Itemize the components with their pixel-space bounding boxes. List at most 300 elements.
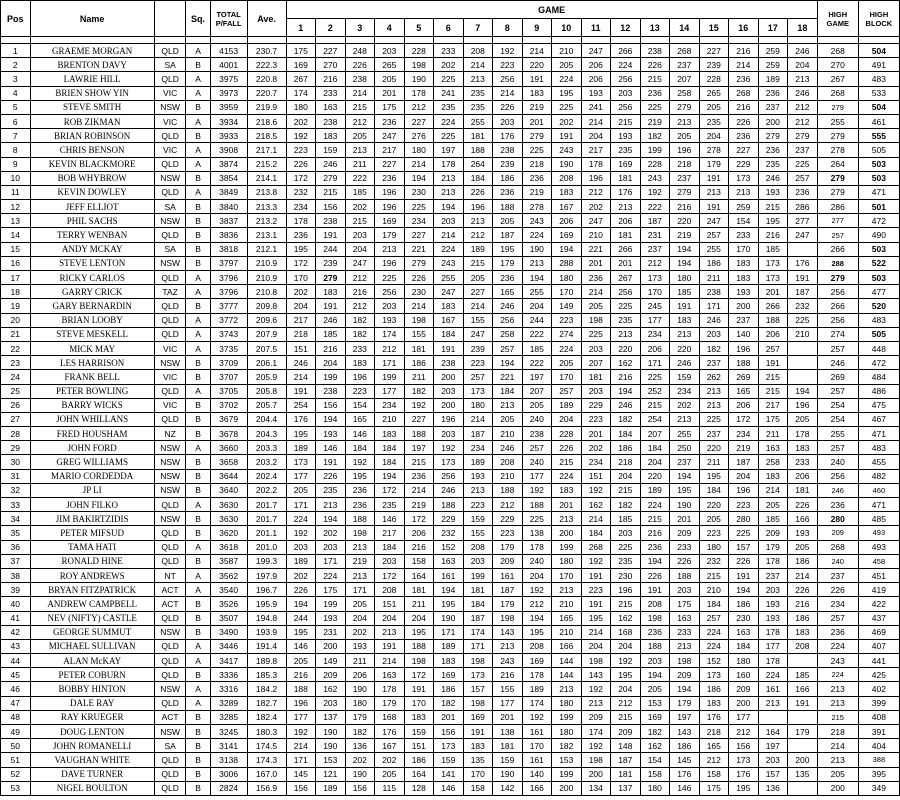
game-score-cell: 178 [758,554,788,568]
name-cell: ROB ZIKMAN [30,114,154,128]
game-score-cell: 259 [758,44,788,58]
game-score-cell: 197 [404,441,434,455]
state-cell: QLD [154,668,186,682]
game-score-cell: 200 [434,370,464,384]
game-score-cell: 231 [640,228,670,242]
game-score-cell: 225 [522,143,552,157]
game-score-cell: 202 [345,625,375,639]
game-score-cell: 267 [286,72,316,86]
squad-cell: A [186,185,210,199]
squad-cell: B [186,256,210,270]
game-score-cell: 177 [640,313,670,327]
game-score-cell: 278 [699,143,729,157]
pos-cell: 12 [1,200,31,214]
game-score-cell: 236 [375,114,405,128]
game-score-cell: 226 [345,58,375,72]
table-row [1,469,900,483]
squad-cell: B [186,597,210,611]
game-score-cell: 214 [375,654,405,668]
game-score-cell: 216 [316,72,346,86]
game-score-cell: 211 [699,271,729,285]
game-score-cell: 182 [611,498,641,512]
game-score-cell: 224 [522,228,552,242]
game-score-cell: 171 [316,554,346,568]
high-game-cell: 240 [817,554,858,568]
game-score-cell: 191 [316,299,346,313]
game-score-cell: 220 [640,469,670,483]
game-score-cell: 187 [493,228,523,242]
game-score-cell: 171 [286,753,316,767]
game-score-cell: 226 [286,157,316,171]
high-block-cell: 402 [858,682,899,696]
game-score-cell: 182 [611,412,641,426]
game-score-cell: 219 [522,100,552,114]
game-score-cell: 197 [434,143,464,157]
game-score-cell: 219 [640,114,670,128]
game-score-cell: 233 [729,228,759,242]
game-score-cell: 179 [493,540,523,554]
pos-cell: 33 [1,498,31,512]
game-score-cell: 183 [434,299,464,313]
game-score-cell: 195 [404,625,434,639]
game-score-cell: 173 [729,753,759,767]
squad-cell: B [186,58,210,72]
total-cell: 3640 [210,483,247,497]
game-score-cell: 213 [729,185,759,199]
game-score-cell: 203 [699,327,729,341]
game-score-cell: 188 [493,200,523,214]
name-cell: BRIAN LOOBY [30,313,154,327]
game-score-cell: 192 [404,398,434,412]
game-score-cell: 172 [729,412,759,426]
game-score-cell: 215 [699,568,729,582]
game-score-cell: 199 [552,540,582,554]
average-cell: 189.8 [247,654,286,668]
game-score-cell: 175 [758,412,788,426]
game-score-cell: 193 [758,185,788,199]
game-score-cell: 246 [316,313,346,327]
table-row [1,739,900,753]
high-block-cell: 469 [858,625,899,639]
high-block-cell: 399 [858,696,899,710]
table-row [1,398,900,412]
game-score-cell: 161 [434,568,464,582]
squad-cell: A [186,157,210,171]
game-score-cell: 204 [640,455,670,469]
game-score-cell: 217 [375,143,405,157]
game-score-cell: 205 [581,299,611,313]
game-score-cell: 194 [316,512,346,526]
game-score-cell: 192 [640,185,670,199]
name-cell: MARIO CORDEDDA [30,469,154,483]
state-cell: QLD [154,654,186,668]
game-score-cell: 179 [375,228,405,242]
game-score-cell: 163 [729,625,759,639]
game-score-cell: 216 [493,668,523,682]
game-score-cell: 229 [581,398,611,412]
pos-cell: 23 [1,356,31,370]
game-score-cell: 255 [699,242,729,256]
total-cell: 3562 [210,568,247,582]
game-score-cell: 232 [699,554,729,568]
game-score-cell: 202 [670,398,700,412]
game-score-cell: 256 [493,72,523,86]
game-score-cell [788,242,818,256]
game-score-cell: 212 [581,185,611,199]
game-score-cell: 193 [788,526,818,540]
game-score-cell: 193 [611,129,641,143]
game-score-cell: 204 [345,242,375,256]
table-row [1,540,900,554]
pos-cell: 50 [1,739,31,753]
game-score-cell: 225 [434,72,464,86]
state-cell: QLD [154,44,186,58]
game-score-cell: 187 [729,455,759,469]
game-score-cell: 189 [316,781,346,795]
game-score-cell: 220 [670,341,700,355]
game-score-cell: 165 [699,739,729,753]
average-cell: 202.2 [247,483,286,497]
game-score-cell: 213 [345,540,375,554]
squad-cell: A [186,271,210,285]
total-cell: 3289 [210,696,247,710]
pos-cell: 7 [1,129,31,143]
game-score-cell: 183 [404,710,434,724]
game-score-cell: 165 [552,611,582,625]
table-row [1,370,900,384]
game-score-cell: 234 [670,384,700,398]
game-score-cell: 235 [463,100,493,114]
game-score-cell: 158 [640,767,670,781]
game-score-cell: 208 [640,597,670,611]
game-score-cell: 203 [375,554,405,568]
game-15-header: 15 [699,19,729,37]
table-row [1,455,900,469]
table-row [1,597,900,611]
game-score-cell: 204 [699,129,729,143]
game-score-cell: 208 [552,171,582,185]
high-game-cell: 257 [817,441,858,455]
game-score-cell: 236 [758,86,788,100]
game-score-cell: 234 [286,200,316,214]
game-score-cell: 202 [434,58,464,72]
high-game-cell: 274 [817,327,858,341]
game-score-cell: 182 [699,341,729,355]
squad-cell: A [186,583,210,597]
game-score-cell: 180 [699,540,729,554]
high-game-cell: 269 [817,370,858,384]
name-cell: DAVE TURNER [30,767,154,781]
game-score-cell: 236 [493,271,523,285]
game-score-cell: 257 [699,228,729,242]
game-score-cell: 237 [670,58,700,72]
game-score-cell: 199 [640,143,670,157]
game-score-cell: 279 [522,129,552,143]
game-score-cell: 205 [758,498,788,512]
game-score-cell: 154 [640,753,670,767]
table-row [1,441,900,455]
results-body [1,44,900,796]
game-score-cell: 215 [316,185,346,199]
high-block-cell: 505 [858,327,899,341]
game-score-cell: 193 [581,86,611,100]
game-score-cell: 240 [522,554,552,568]
game-score-cell: 183 [552,483,582,497]
game-score-cell: 183 [788,625,818,639]
high-block-cell: 493 [858,526,899,540]
table-row [1,72,900,86]
average-cell: 167.0 [247,767,286,781]
game-score-cell: 232 [286,185,316,199]
game-4-header: 4 [375,19,405,37]
game-score-cell: 178 [758,654,788,668]
game-score-cell: 213 [463,214,493,228]
game-score-cell: 179 [788,725,818,739]
total-cell: 3630 [210,498,247,512]
game-score-cell: 203 [463,554,493,568]
game-score-cell: 213 [552,682,582,696]
average-cell: 191.4 [247,639,286,653]
high-game-cell: 279 [817,100,858,114]
state-cell: NZ [154,427,186,441]
high-game-cell: 286 [817,200,858,214]
game-score-cell: 196 [611,583,641,597]
game-score-cell: 158 [404,554,434,568]
average-cell: 222.3 [247,58,286,72]
total-cell: 3934 [210,114,247,128]
game-score-cell: 256 [493,313,523,327]
game-score-cell: 173 [286,455,316,469]
high-block-cell: 391 [858,725,899,739]
game-score-cell: 215 [611,710,641,724]
game-score-cell: 190 [552,157,582,171]
game-score-cell: 159 [670,370,700,384]
game-score-cell: 212 [493,498,523,512]
game-score-cell: 236 [375,171,405,185]
game-score-cell: 236 [345,498,375,512]
game-score-cell: 148 [611,739,641,753]
name-cell: LAWRIE HILL [30,72,154,86]
game-score-cell: 176 [699,710,729,724]
game-score-cell: 151 [375,597,405,611]
game-score-cell: 213 [434,185,464,199]
game-score-cell: 205 [670,129,700,143]
game-score-cell: 201 [581,256,611,270]
game-score-cell: 177 [286,710,316,724]
game-score-cell: 218 [670,157,700,171]
average-cell: 205.9 [247,370,286,384]
game-score-cell: 169 [611,157,641,171]
game-score-cell: 201 [552,498,582,512]
high-game-cell: 255 [817,114,858,128]
average-cell: 213.8 [247,185,286,199]
game-score-cell: 220 [699,498,729,512]
pos-cell: 27 [1,412,31,426]
average-cell: 207.9 [247,327,286,341]
average-cell: 194.8 [247,611,286,625]
game-score-cell: 211 [345,157,375,171]
table-row [1,157,900,171]
game-score-cell: 195 [758,214,788,228]
game-score-cell: 184 [729,639,759,653]
name-cell: VAUGHAN WHITE [30,753,154,767]
game-score-cell: 214 [788,568,818,582]
game-3-header: 3 [345,19,375,37]
high-game-cell: 234 [817,597,858,611]
high-game-cell: 279 [817,271,858,285]
game-score-cell: 186 [788,611,818,625]
game-score-cell: 181 [581,370,611,384]
game-score-cell: 212 [788,114,818,128]
game-score-cell: 185 [670,285,700,299]
game-score-cell: 206 [581,72,611,86]
high-game-cell: 254 [817,412,858,426]
game-score-cell: 204 [611,682,641,696]
table-row [1,242,900,256]
state-cell: QLD [154,384,186,398]
pos-cell: 49 [1,725,31,739]
total-cell: 3285 [210,710,247,724]
average-cell: 209.6 [247,313,286,327]
game-score-cell: 185 [316,327,346,341]
game-score-cell: 200 [581,767,611,781]
table-row [1,299,900,313]
game-score-cell: 191 [699,171,729,185]
game-score-cell: 182 [345,725,375,739]
total-pinfall-header [210,1,247,37]
header-row-top [1,1,900,19]
game-score-cell: 238 [434,356,464,370]
game-score-cell: 224 [286,512,316,526]
game-score-cell: 226 [404,271,434,285]
game-score-cell: 163 [670,611,700,625]
game-score-cell: 209 [758,526,788,540]
name-cell: STEVE MESKELL [30,327,154,341]
game-score-cell: 213 [522,256,552,270]
game-score-cell: 201 [581,427,611,441]
name-cell: LES HARRISON [30,356,154,370]
game-score-cell: 200 [434,398,464,412]
squad-cell: B [186,625,210,639]
game-score-cell: 213 [699,384,729,398]
game-score-cell: 195 [286,625,316,639]
game-score-cell: 181 [404,341,434,355]
game-score-cell: 212 [788,100,818,114]
game-score-cell: 163 [316,100,346,114]
state-cell: QLD [154,781,186,795]
game-score-cell: 243 [552,143,582,157]
game-score-cell: 158 [699,767,729,781]
table-row [1,682,900,696]
game-score-cell: 215 [640,72,670,86]
game-score-cell: 209 [581,710,611,724]
high-game-cell: 270 [817,58,858,72]
squad-cell: B [186,611,210,625]
squad-cell: A [186,696,210,710]
total-cell: 3796 [210,285,247,299]
game-score-cell: 176 [286,412,316,426]
game-score-cell: 196 [286,696,316,710]
total-cell: 4153 [210,44,247,58]
game-score-cell: 194 [434,583,464,597]
game-score-cell: 234 [640,327,670,341]
state-cell: QLD [154,327,186,341]
state-cell: QLD [154,271,186,285]
game-score-cell: 226 [729,554,759,568]
average-cell: 205.8 [247,384,286,398]
game-score-cell: 239 [316,256,346,270]
game-score-cell: 181 [493,739,523,753]
game-score-cell: 154 [345,398,375,412]
game-score-cell: 218 [286,327,316,341]
total-cell: 3006 [210,767,247,781]
high-block-cell: 484 [858,370,899,384]
game-score-cell: 192 [581,682,611,696]
average-cell: 212.1 [247,242,286,256]
total-cell: 3336 [210,668,247,682]
game-score-cell: 166 [552,639,582,653]
game-score-cell: 189 [522,682,552,696]
state-cell: QLD [154,72,186,86]
game-score-cell: 189 [434,639,464,653]
pos-header: Pos [1,1,31,37]
game-score-cell: 201 [522,114,552,128]
state-cell: NT [154,568,186,582]
game-score-cell: 191 [581,597,611,611]
game-score-cell: 180 [552,271,582,285]
game-score-cell: 228 [699,72,729,86]
game-score-cell: 213 [345,143,375,157]
game-score-cell: 230 [729,611,759,625]
game-score-cell: 177 [286,469,316,483]
game-score-cell: 205 [640,682,670,696]
high-block-cell: 485 [858,512,899,526]
game-score-cell: 232 [788,299,818,313]
game-score-cell: 138 [522,526,552,540]
total-cell: 3644 [210,469,247,483]
game-score-cell: 144 [552,654,582,668]
game-score-cell: 213 [552,583,582,597]
game-score-cell: 237 [670,455,700,469]
game-score-cell: 167 [552,200,582,214]
game-score-cell: 212 [640,256,670,270]
game-score-cell: 192 [493,44,523,58]
game-score-cell: 266 [758,299,788,313]
high-block-cell: 472 [858,214,899,228]
game-score-cell: 203 [581,384,611,398]
name-cell: CHRIS BENSON [30,143,154,157]
game-score-cell: 138 [493,725,523,739]
game-score-cell: 247 [581,214,611,228]
game-score-cell: 213 [316,498,346,512]
high-block-cell: 425 [858,668,899,682]
table-row [1,625,900,639]
game-score-cell: 210 [699,583,729,597]
squad-cell: A [186,143,210,157]
game-score-cell: 172 [375,483,405,497]
game-score-cell: 244 [522,313,552,327]
pos-cell: 11 [1,185,31,199]
game-score-cell: 195 [699,469,729,483]
total-cell: 3973 [210,86,247,100]
game-score-cell: 204 [581,639,611,653]
game-score-cell: 209 [670,668,700,682]
table-row [1,554,900,568]
game-score-cell: 247 [788,228,818,242]
game-score-cell: 262 [699,370,729,384]
high-block-line2: BLOCK [865,18,893,28]
game-score-cell: 194 [670,242,700,256]
